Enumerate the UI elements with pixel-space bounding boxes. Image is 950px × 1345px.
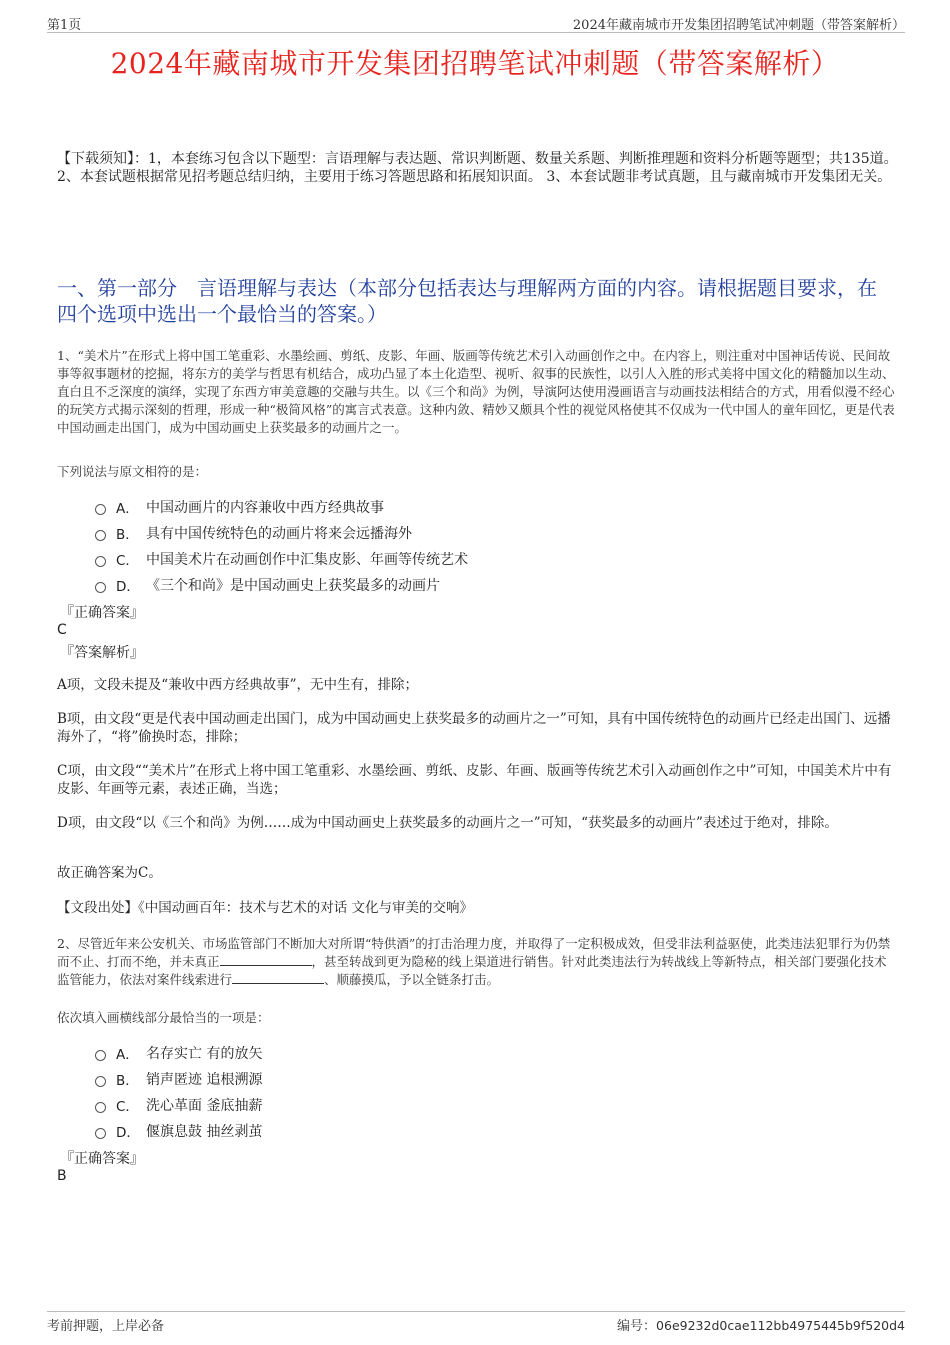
option-letter: A． [116,1047,139,1063]
page-number: 第1页 [47,18,82,33]
q1-analysis-label: 『答案解析』 [60,645,144,661]
option-text: 洗心革面 釜底抽薪 [146,1098,263,1114]
q2-passage-part-3: 、顺藤摸瓜，予以全链条打击。 [324,972,500,987]
q2-prompt: 依次填入画横线部分最恰当的一项是： [57,1010,270,1025]
option-text: 中国动画片的内容兼收中西方经典故事 [146,500,384,516]
option-text: 中国美术片在动画创作中汇集皮影、年画等传统艺术 [146,552,468,568]
q1-analysis-c: C项，由文段““美术片”在形式上将中国工笔重彩、水墨绘画、剪纸、皮影、年画、版画等传统艺术引入动画创作之中”可知，中国美术片中有皮影、年画等元素，表述正确，当选； [57,763,892,797]
option-letter: A． [116,501,139,517]
radio-icon[interactable] [95,556,106,567]
option-letter: B． [116,527,139,543]
option-text: 《三个和尚》是中国动画史上获奖最多的动画片 [146,578,440,594]
page-footer [47,1311,905,1332]
q1-conclusion: 故正确答案为C。 [57,865,162,881]
option-letter: C． [116,553,139,569]
q1-options [95,494,468,598]
q2-passage-part-1: 2、尽管近年来公安机关、市场监管部门不断加大对所谓“特供酒”的打击治理力度，并取得了一定积极成效，但受非法利益驱使，此类违法犯罪行为仍禁而不止、打而不绝，并未真正 [57,936,891,969]
document-title: 2024年藏南城市开发集团招聘笔试冲刺题（带答案解析） [110,47,840,80]
q1-analysis-a: A项，文段未提及“兼收中西方经典故事”，无中生有，排除； [57,677,419,693]
q1-option-a[interactable] [95,494,468,520]
option-letter: D． [116,1125,140,1141]
q1-prompt: 下列说法与原文相符的是： [57,464,208,479]
footer-code-value: 06e9232d0cae112bb4975445b9f520d4 [656,1318,905,1333]
download-notice: 【下载须知】：1，本套练习包含以下题型：言语理解与表达题、常识判断题、数量关系题、判断推理题和资料分析题等题型；共135道。 2、本套试题根据常见招考题总结归纳，主要用于练习答题思路和拓展知识面。 3、本套试题非考试真题，且与藏南城市开发集团无关。 [57,151,898,185]
q2-option-c[interactable] [95,1092,262,1118]
q1-passage: 1、“美术片”在形式上将中国工笔重彩、水墨绘画、剪纸、皮影、年画、版画等传统艺术引入动画创作之中。在内容上，则注重对中国神话传说、民间故事等叙事题材的挖掘，将东方的美学与哲思有机结合，成功凸显了本土化造型、视听、叙事的民族性，以引人入胜的形式美将中国文化的精髓加以生动、直白且不乏深度的演绎，实现了东西方审美意趣的交融与共生。以《三个和尚》为例，导演阿达使用漫画语言与动画技法相结合的方式，用看似漫不经心的玩笑方式揭示深刻的哲理，形成一种“极简风格”的寓言式表意。这种内敛、精妙又颇具个性的视觉风格使其不仅成为一代中国人的童年回忆，更是代表中国动画走出国门，成为中国动画史上获奖最多的动画片之一。 [57,348,895,435]
radio-icon[interactable] [95,530,106,541]
q2-passage [57,935,898,989]
radio-icon[interactable] [95,1076,106,1087]
q1-option-c[interactable] [95,546,468,572]
option-letter: B． [116,1073,139,1089]
radio-icon[interactable] [95,582,106,593]
q1-answer: C [57,622,67,638]
q1-source: 【文段出处】《中国动画百年：技术与艺术的对话 文化与审美的交响》 [57,900,474,916]
q1-answer-label: 『正确答案』 [60,605,144,621]
footer-slogan: 考前押题，上岸必备 [47,1319,165,1334]
q2-options [95,1040,262,1144]
q1-option-b[interactable] [95,520,468,546]
option-letter: C． [116,1099,139,1115]
option-text: 具有中国传统特色的动画片将来会远播海外 [146,526,412,542]
section-title: 一、第一部分 言语理解与表达（本部分包括表达与理解两方面的内容。请根据题目要求，在四个选项中选出一个最恰当的答案。） [57,276,877,326]
q2-option-d[interactable] [95,1118,262,1144]
radio-icon[interactable] [95,1128,106,1139]
q2-answer: B [57,1168,67,1184]
option-text: 名存实亡 有的放矢 [146,1046,263,1062]
q2-option-b[interactable] [95,1066,262,1092]
option-text: 偃旗息鼓 抽丝剥茧 [146,1124,263,1140]
radio-icon[interactable] [95,1102,106,1113]
fill-blank-2 [232,971,324,984]
radio-icon[interactable] [95,1050,106,1061]
q2-passage-part-2: ，甚至转战到更为隐秘的线上渠道进行销售。针对此类违法行为转战线上等新特点，相关部门要强化技术监管能力，依法对案件线索进行 [57,954,887,987]
q2-option-a[interactable] [95,1040,262,1066]
header-doc-title: 2024年藏南城市开发集团招聘笔试冲刺题（带答案解析） [572,18,905,33]
footer-code [617,1315,905,1334]
q1-analysis-d: D项，由文段“以《三个和尚》为例……成为中国动画史上获奖最多的动画片之一”可知，“获奖最多的动画片”表述过于绝对，排除。 [57,815,838,831]
page-header [47,12,905,33]
option-letter: D． [116,579,140,595]
radio-icon[interactable] [95,504,106,515]
q1-analysis-b: B项，由文段“更是代表中国动画走出国门，成为中国动画史上获奖最多的动画片之一”可知，具有中国传统特色的动画片已经走出国门、远播海外了，“将”偷换时态，排除； [57,711,891,745]
q2-answer-label: 『正确答案』 [60,1151,144,1167]
q1-option-d[interactable] [95,572,468,598]
option-text: 销声匿迹 追根溯源 [146,1072,263,1088]
fill-blank-1 [220,953,312,966]
footer-code-label: 编号： [617,1319,657,1334]
